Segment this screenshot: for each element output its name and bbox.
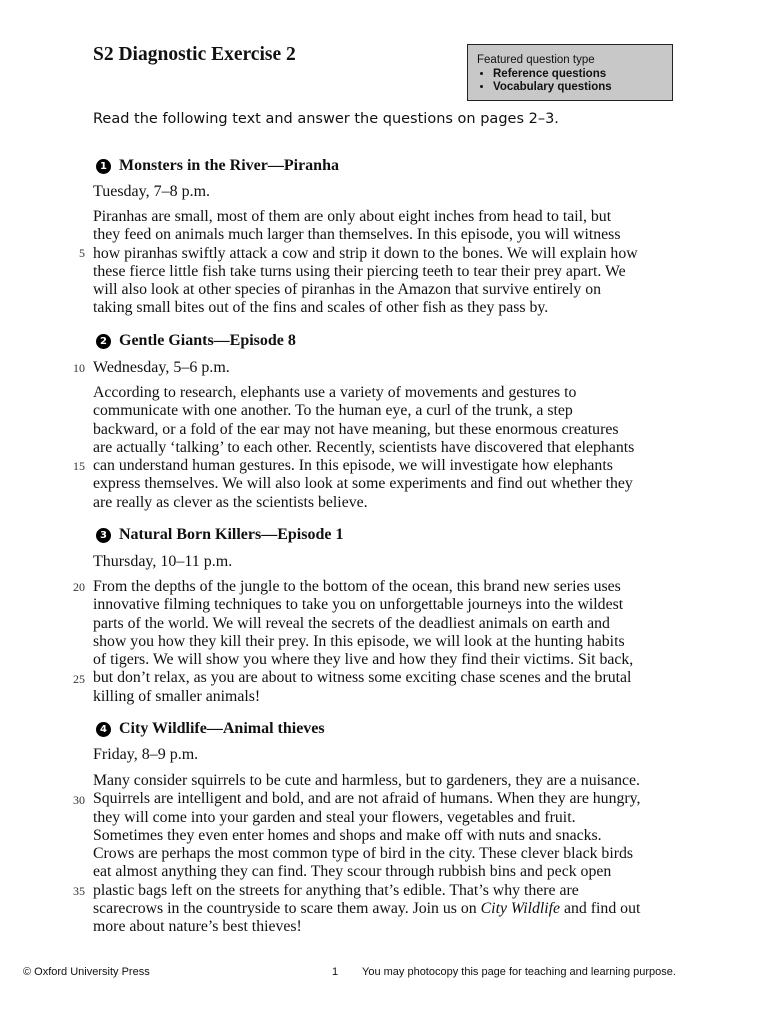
section-title: City Wildlife—Animal thieves — [119, 720, 325, 737]
section-title: Monsters in the River—Piranha — [119, 157, 339, 174]
section-time: Tuesday, 7–8 p.m. — [93, 183, 211, 200]
text-line: are really as clever as the scientists believe. — [93, 493, 368, 511]
text-line: how piranhas swiftly attack a cow and strip it down to the bones. We will explain how — [93, 244, 638, 262]
text-line: will also look at other species of piranhas in the Amazon that survive entirely on — [93, 281, 602, 299]
text-line: parts of the world. We will reveal the secrets of the deadliest animals on earth and — [93, 614, 610, 632]
section-number-badge: 1 — [96, 159, 111, 174]
section-time: Thursday, 10–11 p.m. — [93, 553, 233, 570]
section-heading-4 — [96, 720, 325, 738]
text-fragment: and find out — [560, 900, 641, 918]
footer-copyright: © Oxford University Press — [23, 966, 150, 978]
footer-page-number: 1 — [332, 966, 339, 978]
line-number: 5 — [79, 246, 85, 260]
text-fragment: scarecrows in the countryside to scare them away. Join us on — [93, 900, 481, 918]
featured-item: • Vocabulary questions — [493, 81, 664, 95]
featured-list — [477, 68, 664, 95]
section-number-badge: 3 — [96, 528, 111, 543]
line-number: 15 — [73, 459, 85, 473]
footer-note: You may photocopy this page for teaching and learning purpose. — [362, 966, 676, 978]
line-number: 25 — [73, 672, 85, 686]
show-title-italic: City Wildlife — [480, 900, 561, 918]
section-title: Gentle Giants—Episode 8 — [119, 332, 296, 349]
section-paragraph-1 — [93, 208, 693, 318]
text-line: taking small bites out of the fins and scales of other fish as they pass by. — [93, 299, 549, 317]
section-heading-1 — [96, 157, 339, 175]
text-line: Many consider squirrels to be cute and harmless, but to gardeners, they are a nuisance. — [93, 772, 641, 789]
section-heading-3 — [96, 526, 343, 544]
section-number-badge: 4 — [96, 722, 111, 737]
text-line: but don’t relax, as you are about to witness some exciting chase scenes and the brutal — [93, 669, 632, 687]
line-number: 35 — [73, 884, 85, 898]
section-time: Wednesday, 5–6 p.m. — [93, 359, 230, 376]
section-paragraph-3 — [93, 578, 693, 706]
line-number: 20 — [73, 580, 85, 594]
featured-box-heading: Featured question type — [477, 54, 595, 66]
section-number-badge: 2 — [96, 334, 111, 349]
text-line: plastic bags left on the streets for anything that’s edible. That’s why there are — [93, 881, 579, 899]
featured-question-type-box — [467, 44, 673, 101]
section-paragraph-4 — [93, 772, 693, 937]
text-line: express themselves. We will also look at some experiments and find out whether they — [93, 475, 633, 493]
text-line: backward, or a fold of the ear may not have meaning, but these enormous creatures — [93, 420, 619, 438]
text-line — [93, 900, 693, 918]
featured-item: • Reference questions — [493, 68, 664, 82]
section-paragraph-2 — [93, 384, 693, 512]
text-line: innovative filming techniques to take you on unforgettable journeys into the wildest — [93, 596, 624, 614]
line-number: 10 — [73, 361, 85, 375]
text-line: Piranhas are small, most of them are only about eight inches from head to tail, but — [93, 208, 612, 225]
instruction-text: Read the following text and answer the questions on pages 2–3. — [93, 111, 559, 127]
text-line: Sometimes they even enter homes and shops and make off with nuts and snacks. — [93, 826, 602, 844]
line-number: 30 — [73, 793, 85, 807]
text-line: show you how they kill their prey. In this episode, we will look at the hunting habits — [93, 632, 625, 650]
text-line: of tigers. We will show you where they live and how they find their victims. Sit back, — [93, 651, 634, 669]
text-line: Crows are perhaps the most common type of bird in the city. These clever black birds — [93, 845, 634, 863]
text-line: can understand human gestures. In this episode, we will investigate how elephants — [93, 457, 613, 475]
text-line: From the depths of the jungle to the bottom of the ocean, this brand new series uses — [93, 578, 621, 595]
text-line: more about nature’s best thieves! — [93, 918, 302, 936]
text-line: these fierce little fish take turns using their piercing teeth to tear their prey apart. We — [93, 262, 626, 280]
text-line: they feed on animals much larger than themselves. In this episode, you will witness — [93, 226, 621, 244]
section-heading-2 — [96, 332, 296, 350]
text-line: Squirrels are intelligent and bold, and are not afraid of humans. When they are hungry, — [93, 790, 641, 808]
text-line: According to research, elephants use a variety of movements and gestures to — [93, 384, 577, 401]
section-time: Friday, 8–9 p.m. — [93, 746, 199, 763]
text-line: communicate with one another. To the human eye, a curl of the trunk, a step — [93, 402, 573, 420]
page-title: S2 Diagnostic Exercise 2 — [93, 44, 296, 65]
text-line: they will come into your garden and steal your flowers, vegetables and fruit. — [93, 808, 576, 826]
section-title: Natural Born Killers—Episode 1 — [119, 526, 344, 543]
text-line: killing of smaller animals! — [93, 687, 261, 705]
text-line: eat almost anything they can find. They scour through rubbish bins and peck open — [93, 863, 612, 881]
text-line: are actually ‘talking’ to each other. Recently, scientists have discovered that elephants — [93, 438, 635, 456]
